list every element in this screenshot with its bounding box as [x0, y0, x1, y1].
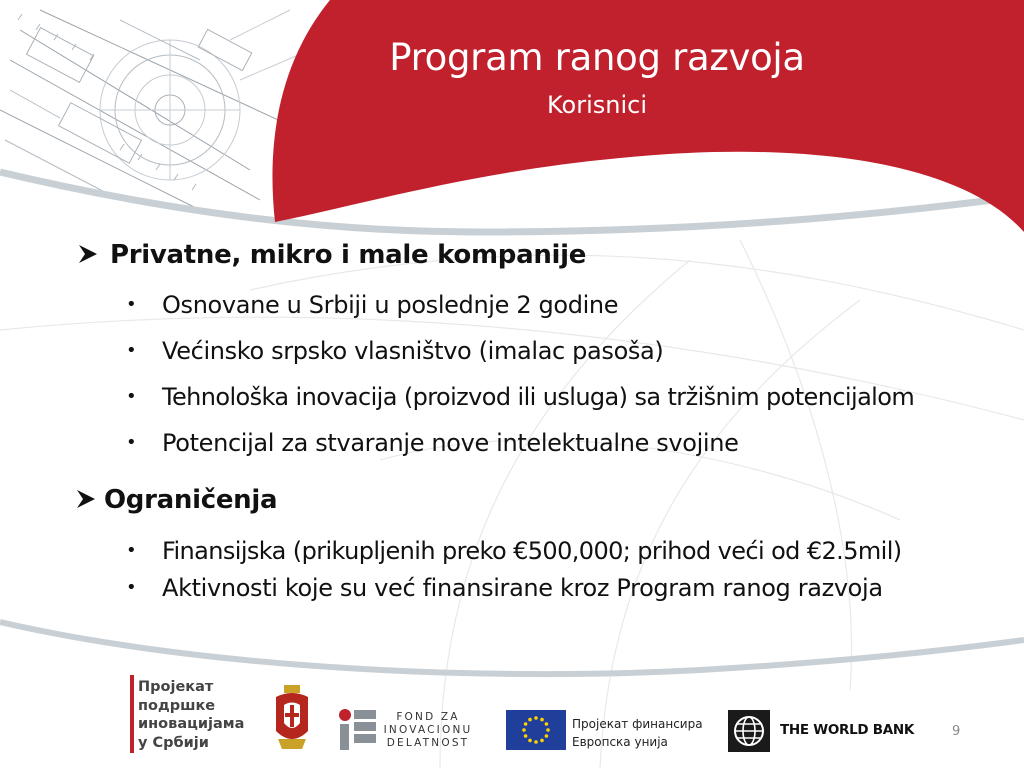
dot-bullet-icon: •	[126, 340, 137, 361]
dot-bullet-icon: •	[126, 294, 137, 315]
footer-grey-arc	[0, 622, 1024, 674]
slide-title: Program ranog razvoja	[389, 36, 805, 79]
fund-logo-icon	[338, 708, 380, 752]
list-item: Potencijal za stvaranje nove intelektualne svojine	[162, 429, 739, 457]
eu-logo-text: Пројекат финансира Европска унија	[572, 717, 703, 749]
list-item: Većinsko srpsko vlasništvo (imalac pasoša)	[162, 337, 664, 365]
page-number: 9	[952, 724, 961, 739]
project-logo-bar	[130, 675, 134, 753]
project-logo-text: Пројекат подршке иновацијама у Србији	[138, 679, 245, 751]
fund-logo-text: FOND ZA INOVACIONU DELATNOST	[383, 711, 473, 749]
serbian-coat-of-arms-icon	[272, 683, 312, 753]
section-heading-limitations: Ograničenja	[104, 485, 278, 515]
section-heading-companies: Privatne, mikro i male kompanije	[110, 240, 587, 270]
list-item: Osnovane u Srbiji u poslednje 2 godine	[162, 291, 619, 319]
list-item: Aktivnosti koje su već finansirane kroz Program ranog razvoja	[162, 574, 883, 602]
dot-bullet-icon: •	[126, 577, 137, 598]
world-bank-label: THE WORLD BANK	[780, 722, 914, 738]
header-grey-arc	[0, 172, 1024, 232]
eu-flag-icon	[506, 710, 566, 750]
arrowhead-bullet-icon	[78, 244, 98, 264]
dot-bullet-icon: •	[126, 540, 137, 561]
arrowhead-bullet-icon	[76, 489, 96, 509]
dot-bullet-icon: •	[126, 386, 137, 407]
dot-bullet-icon: •	[126, 432, 137, 453]
world-bank-logo-icon	[728, 710, 770, 752]
list-item: Tehnološka inovacija (proizvod ili usluga) sa tržišnim potencijalom	[162, 383, 915, 411]
slide-subtitle: Korisnici	[546, 91, 647, 119]
list-item: Finansijska (prikupljenih preko €500,000; prihod veći od €2.5mil)	[162, 537, 902, 565]
